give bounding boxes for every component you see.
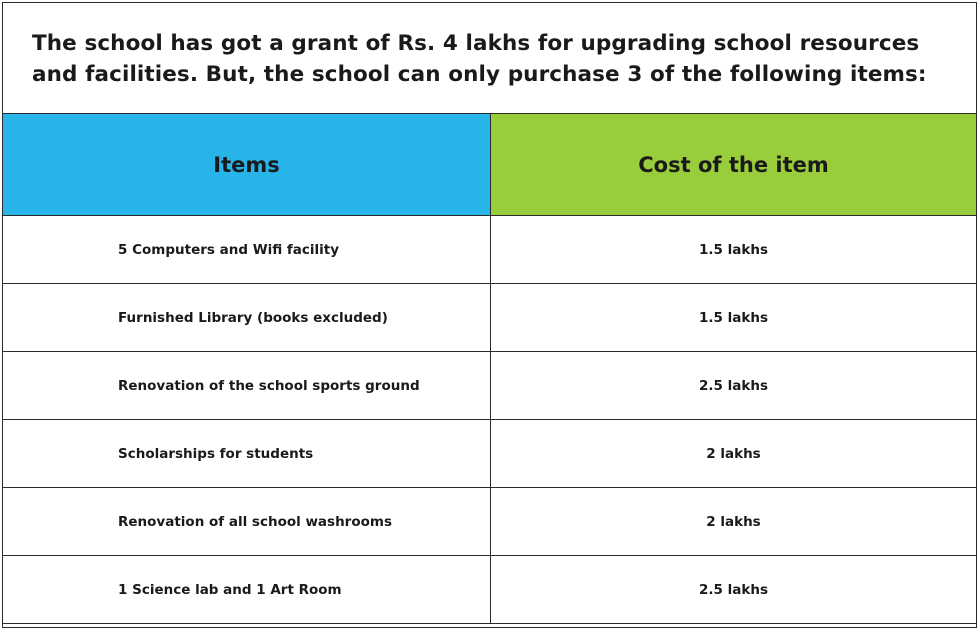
- cost-column-header: Cost of the item: [491, 114, 977, 216]
- items-column-header: Items: [3, 114, 491, 216]
- intro-text: The school has got a grant of Rs. 4 lakhs for upgrading school resources and facilities. But, the school can only purchase 3 of the following items:: [32, 31, 927, 87]
- item-cell: 1 Science lab and 1 Art Room: [3, 556, 491, 624]
- item-cell: 5 Computers and Wifi facility: [3, 216, 491, 284]
- table-row: [3, 284, 977, 352]
- items-table: [2, 113, 977, 624]
- item-cell: Renovation of the school sports ground: [3, 352, 491, 420]
- cost-cell: 1.5 lakhs: [491, 216, 977, 284]
- table-row: [3, 420, 977, 488]
- cost-cell: 1.5 lakhs: [491, 284, 977, 352]
- cost-cell: 2.5 lakhs: [491, 556, 977, 624]
- table-row: [3, 488, 977, 556]
- cost-cell: 2 lakhs: [491, 488, 977, 556]
- table-row: [3, 556, 977, 624]
- table-row: [3, 216, 977, 284]
- item-cell: Renovation of all school washrooms: [3, 488, 491, 556]
- cost-cell: 2 lakhs: [491, 420, 977, 488]
- cost-cell: 2.5 lakhs: [491, 352, 977, 420]
- item-cell: Furnished Library (books excluded): [3, 284, 491, 352]
- table-row: [3, 352, 977, 420]
- item-cell: Scholarships for students: [3, 420, 491, 488]
- table-header-row: [3, 114, 977, 216]
